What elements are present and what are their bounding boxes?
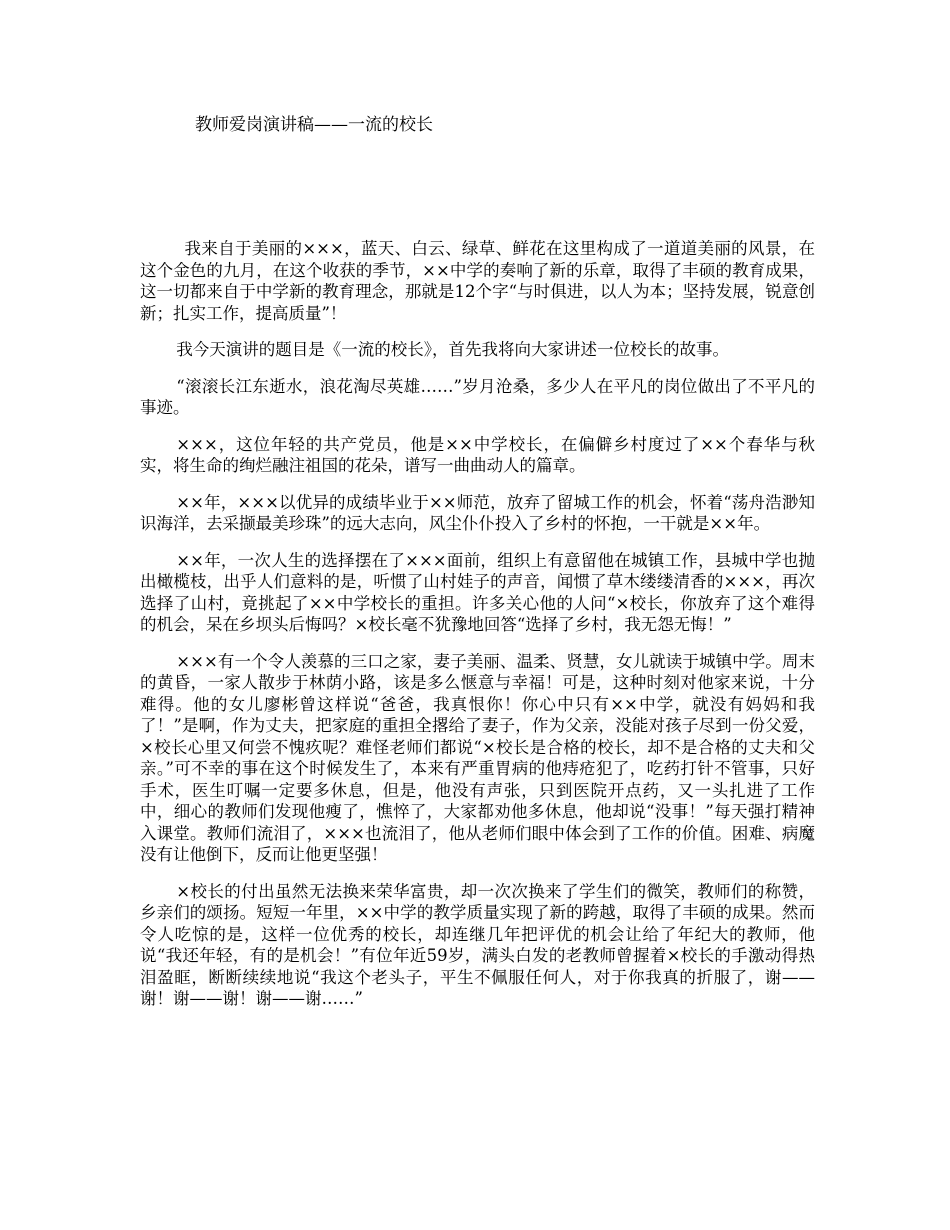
paragraph-intro: 我来自于美丽的×××，蓝天、白云、绿草、鲜花在这里构成了一道道美丽的风景，在这个金色的九月，在这个收获的季节，××中学的奏响了新的乐章，取得了丰硕的教育成果，这一切都来自于中学新的教育理念，那就是12个字“与时俱进，以人为本；坚持发展，锐意创新；扎实工作，提高质量”！	[140, 239, 815, 323]
paragraph-poem-quote: “滚滚长江东逝水，浪花淘尽英雄……”岁月沧桑，多少人在平凡的岗位做出了不平凡的事迹。	[140, 376, 815, 417]
document-title: 教师爱岗演讲稿——一流的校长	[195, 115, 433, 135]
paragraph-dedication: ×校长的付出虽然无法换来荣华富贵，却一次次换来了学生们的微笑，教师们的称赞，乡亲们的颂扬。短短一年里，××中学的教学质量实现了新的跨越，取得了丰硕的成果。然而令人吃惊的是，这样一位优秀的校长，却连继几年把评优的机会让给了年纪大的教师，他说“我还年轻，有的是机会！”有位年近59岁，满头白发的老教师曾握着×校长的手激动得热泪盈眶，断断续续地说“我这个老头子，平生不佩服任何人，对于你我真的折服了，谢——谢！谢——谢！谢——谢……”	[140, 881, 815, 1008]
paragraph-graduation: ××年，×××以优异的成绩毕业于××师范，放弃了留城工作的机会，怀着“荡舟浩渺知识海洋，去采撷最美珍珠”的远大志向，风尘仆仆投入了乡村的怀抱，一干就是××年。	[140, 492, 815, 533]
document-body	[140, 238, 815, 1025]
paragraph-topic: 我今天演讲的题目是《一流的校长》，首先我将向大家讲述一位校长的故事。	[176, 340, 730, 359]
paragraph-principal-intro: ×××，这位年轻的共产党员，他是××中学校长，在偏僻乡村度过了××个春华与秋实，将生命的绚烂融注祖国的花朵，谱写一曲曲动人的篇章。	[140, 434, 815, 475]
paragraph-family: ×××有一个令人羡慕的三口之家，妻子美丽、温柔、贤慧，女儿就读于城镇中学。周末的黄昏，一家人散步于林荫小路，该是多么惬意与幸福！可是，这种时刻对他家来说，十分难得。他的女儿廖彬曾这样说“爸爸，我真恨你！你心中只有××中学，就没有妈妈和我了！”是啊，作为丈夫，把家庭的重担全撂给了妻子，作为父亲，没能对孩子尽到一份父爱，×校长心里又何尝不愧疚呢？难怪老师们都说“×校长是合格的校长，却不是合格的丈夫和父亲。”可不幸的事在这个时候发生了，本来有严重胃病的他痔疮犯了，吃药打针不管事，只好手术，医生叮嘱一定要多休息，但是，他没有声张，只到医院开点药，又一头扎进了工作中，细心的教师们发现他瘦了，憔悴了，大家都劝他多休息，他却说“没事！”每天强打精神入课堂。教师们流泪了，×××也流泪了，他从老师们眼中体会到了工作的价值。困难、病魔没有让他倒下，反而让他更坚强！	[140, 651, 815, 864]
paragraph-choice: ××年，一次人生的选择摆在了×××面前，组织上有意留他在城镇工作，县城中学也抛出橄榄枝，出乎人们意料的是，听惯了山村娃子的声音，闻惯了草木缕缕清香的×××，再次选择了山村，竟挑起了××中学校长的重担。许多关心他的人问“×校长，你放弃了这个难得的机会，呆在乡坝头后悔吗？×校长毫不犹豫地回答“选择了乡村，我无怨无悔！”	[140, 550, 815, 634]
